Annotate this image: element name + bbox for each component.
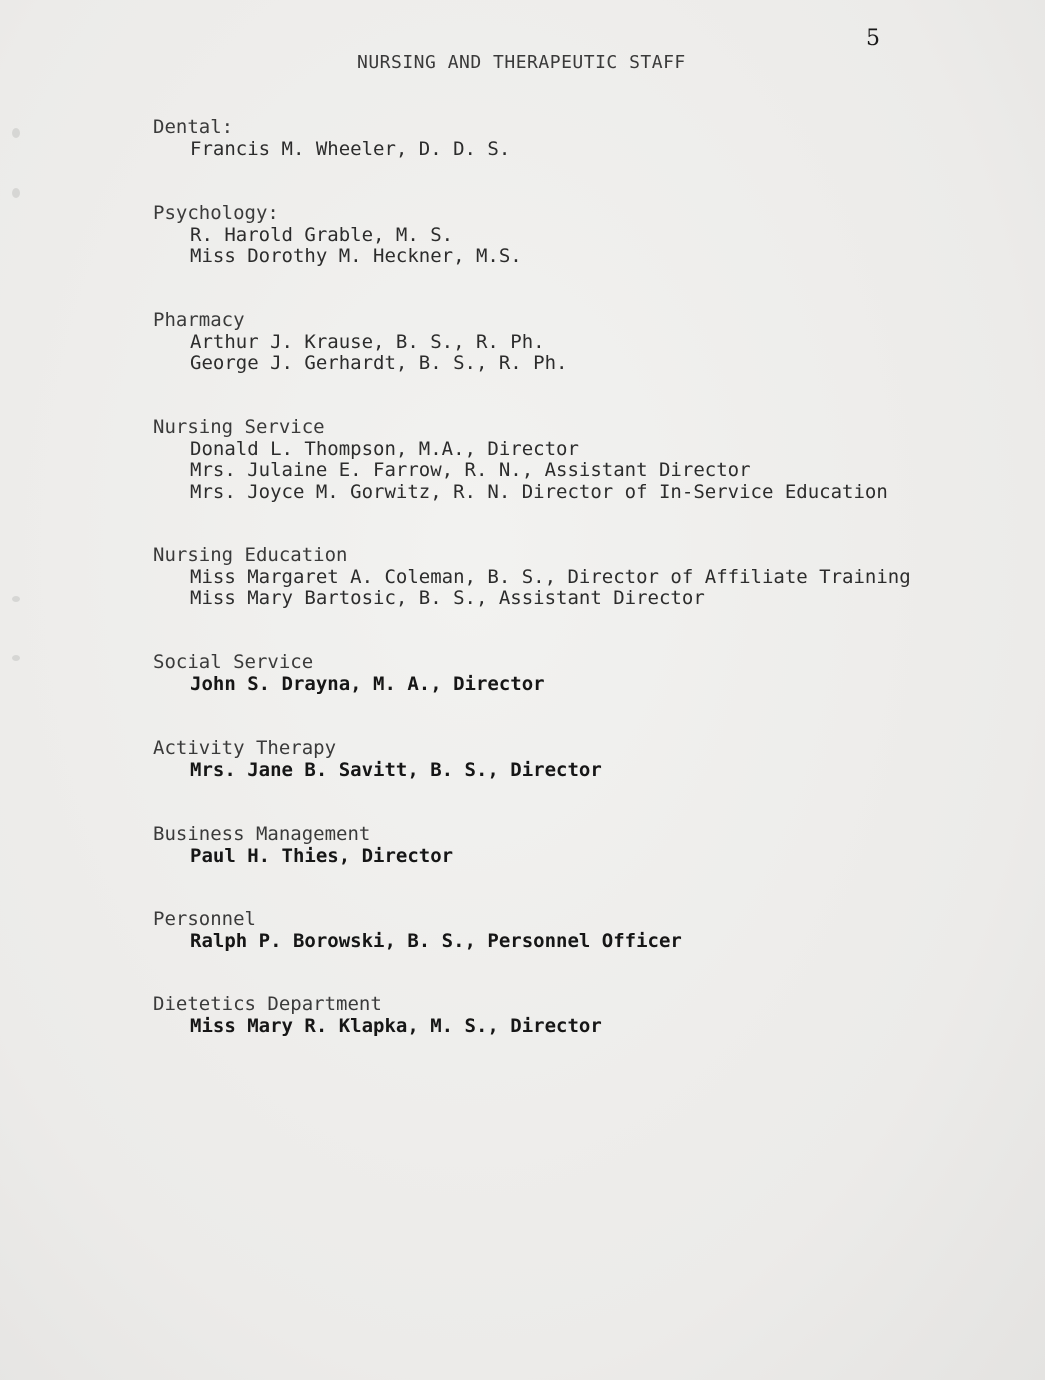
staff-entry: Miss Margaret A. Coleman, B. S., Director of Affiliate Training	[190, 565, 911, 588]
staff-entry: George J. Gerhardt, B. S., R. Ph.	[190, 352, 568, 374]
section-heading: Dental:	[153, 116, 234, 138]
section-personnel	[153, 909, 682, 952]
section-psychology	[153, 203, 522, 268]
staff-entry: Mrs. Julaine E. Farrow, R. N., Assistant Director	[190, 459, 751, 481]
staff-entry: Paul H. Thies, Director	[190, 844, 454, 867]
staff-entry: Donald L. Thompson, M.A., Director	[190, 437, 579, 460]
staff-entry: Mrs. Jane B. Savitt, B. S., Director	[190, 758, 602, 781]
punch-mark	[12, 128, 20, 138]
section-heading: Activity Therapy	[153, 737, 337, 759]
staff-entry: Arthur J. Krause, B. S., R. Ph.	[190, 330, 545, 353]
punch-mark	[12, 596, 20, 602]
section-activity-therapy	[153, 738, 602, 781]
section-heading: Business Management	[153, 823, 371, 845]
section-heading: Nursing Service	[153, 416, 325, 438]
page-number: 5	[866, 26, 880, 51]
staff-entry: Francis M. Wheeler, D. D. S.	[190, 137, 511, 160]
punch-mark	[12, 655, 20, 661]
section-heading: Social Service	[153, 651, 314, 673]
section-pharmacy	[153, 310, 568, 375]
page-title: NURSING AND THERAPEUTIC STAFF	[357, 52, 686, 73]
punch-mark	[12, 188, 20, 198]
section-nursing-service	[153, 417, 888, 503]
section-dental	[153, 117, 510, 160]
section-heading: Psychology:	[153, 202, 279, 224]
section-social-service	[153, 652, 545, 695]
section-business-management	[153, 824, 453, 867]
section-heading: Dietetics Department	[153, 993, 382, 1015]
section-heading: Pharmacy	[153, 309, 245, 331]
section-dietetics-department	[153, 994, 602, 1037]
staff-entry: Mrs. Joyce M. Gorwitz, R. N. Director of In-Service Education	[190, 480, 888, 503]
staff-entry: Miss Dorothy M. Heckner, M.S.	[190, 245, 522, 267]
staff-entry: John S. Drayna, M. A., Director	[190, 672, 545, 695]
section-nursing-education	[153, 545, 911, 610]
staff-entry: Miss Mary Bartosic, B. S., Assistant Director	[190, 587, 705, 609]
staff-entry: R. Harold Grable, M. S.	[190, 223, 454, 246]
staff-entry: Miss Mary R. Klapka, M. S., Director	[190, 1014, 602, 1037]
staff-entry: Ralph P. Borowski, B. S., Personnel Officer	[190, 929, 682, 952]
section-heading: Personnel	[153, 908, 256, 930]
section-heading: Nursing Education	[153, 544, 348, 566]
